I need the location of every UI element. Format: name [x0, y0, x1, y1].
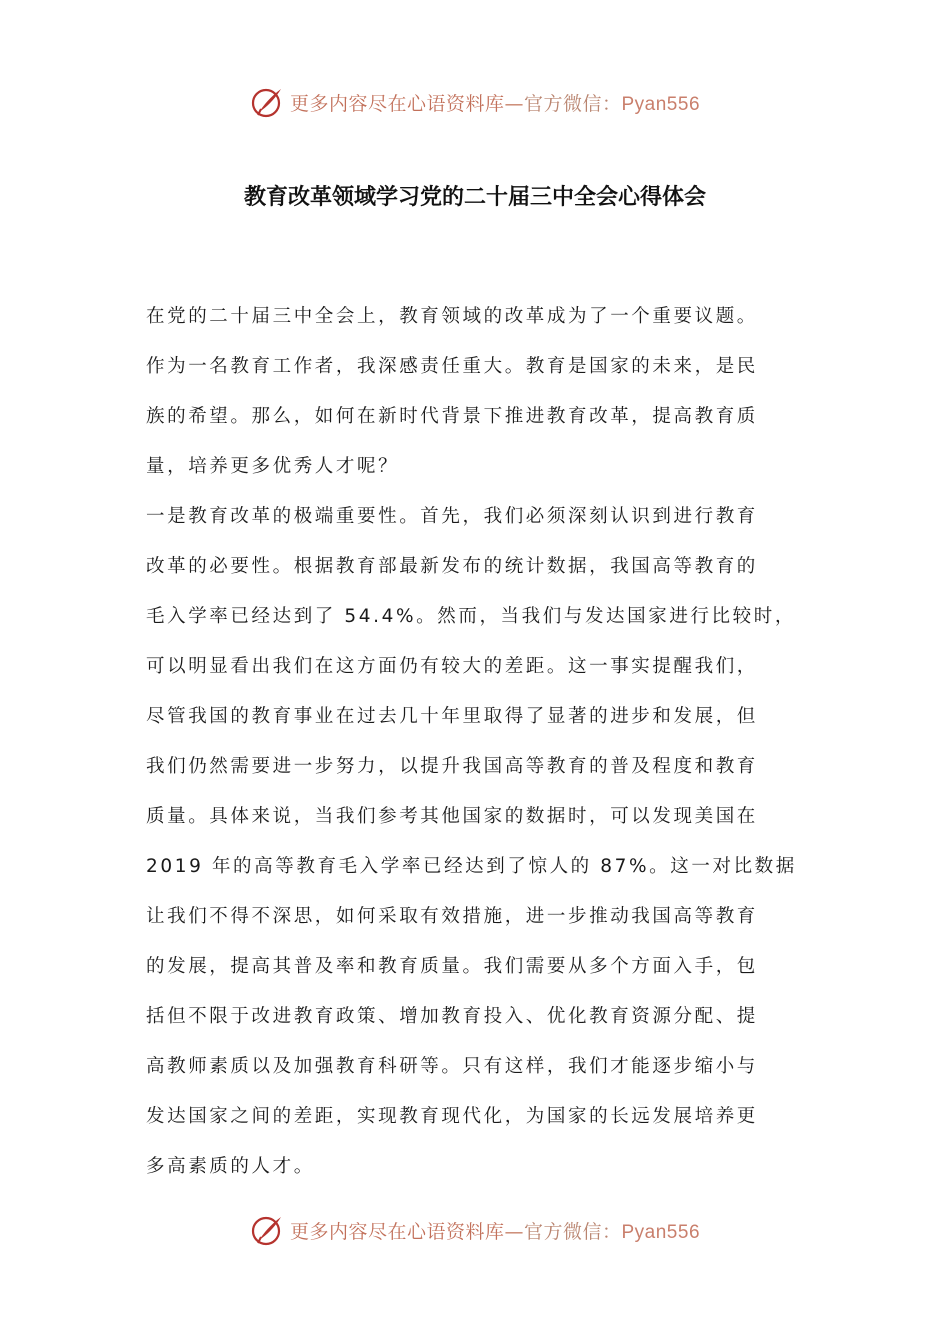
body-line: 尽管我国的教育事业在过去几十年里取得了显著的进步和发展，但	[146, 706, 758, 727]
body-line: 可以明显看出我们在这方面仍有较大的差距。这一事实提醒我们，	[146, 656, 758, 677]
body-line: 括但不限于改进教育政策、增加教育投入、优化教育资源分配、提	[146, 1006, 758, 1027]
quill-pen-logo-icon	[250, 1213, 284, 1247]
banner-wechat-label: 官方微信：	[523, 1220, 622, 1243]
body-line: 我们仍然需要进一步努力，以提升我国高等教育的普及程度和教育	[146, 756, 758, 777]
document-title: 教育改革领域学习党的二十届三中全会心得体会	[243, 185, 706, 210]
body-line: 的发展，提高其普及率和教育质量。我们需要从多个方面入手，包	[146, 956, 758, 977]
body-line: 作为一名教育工作者，我深感责任重大。教育是国家的未来，是民	[146, 356, 758, 377]
banner-dash: —	[504, 92, 524, 115]
body-line: 一是教育改革的极端重要性。首先，我们必须深刻认识到进行教育	[146, 506, 758, 527]
banner-brand: 更多内容尽在心语资料库	[289, 92, 505, 115]
body-line: 毛入学率已经达到了 54.4%。然而，当我们与发达国家进行比较时，	[146, 606, 796, 627]
header-banner	[0, 82, 950, 122]
quill-pen-logo-icon	[250, 85, 284, 119]
body-line: 让我们不得不深思，如何采取有效措施，进一步推动我国高等教育	[146, 906, 758, 927]
body-line: 2019 年的高等教育毛入学率已经达到了惊人的 87%。这一对比数据	[146, 856, 797, 877]
banner-text	[290, 1217, 700, 1244]
body-line: 质量。具体来说，当我们参考其他国家的数据时，可以发现美国在	[146, 806, 758, 827]
body-line: 量，培养更多优秀人才呢？	[146, 456, 400, 477]
body-line: 发达国家之间的差距，实现教育现代化，为国家的长远发展培养更	[146, 1106, 758, 1127]
body-line: 在党的二十届三中全会上，教育领域的改革成为了一个重要议题。	[146, 306, 758, 327]
body-line: 改革的必要性。根据教育部最新发布的统计数据，我国高等教育的	[146, 556, 758, 577]
body-line: 高教师素质以及加强教育科研等。只有这样，我们才能逐步缩小与	[146, 1056, 758, 1077]
banner-text	[290, 89, 700, 116]
body-line: 族的希望。那么，如何在新时代背景下推进教育改革，提高教育质	[146, 406, 758, 427]
footer-banner	[0, 1210, 950, 1250]
banner-wechat-id: Pyan556	[621, 1221, 701, 1243]
body-line: 多高素质的人才。	[146, 1156, 315, 1177]
banner-wechat-label: 官方微信：	[523, 92, 622, 115]
banner-brand: 更多内容尽在心语资料库	[289, 1220, 505, 1243]
document-body	[146, 292, 810, 1192]
banner-wechat-id: Pyan556	[621, 93, 701, 115]
banner-dash: —	[504, 1220, 524, 1243]
